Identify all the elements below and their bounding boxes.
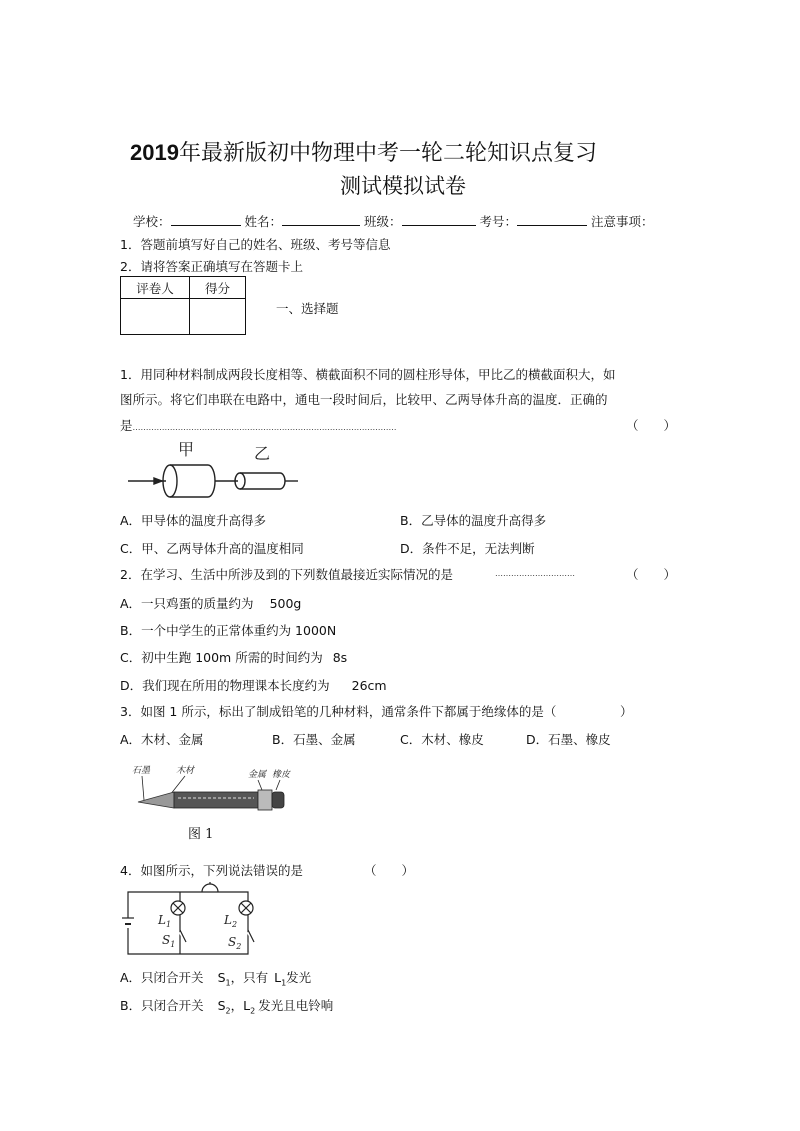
q4-option-b-sep: ， — [230, 998, 244, 1013]
q4-answer-paren[interactable]: （ ） — [364, 863, 415, 878]
notes-label: 注意事项： — [591, 214, 654, 229]
page-title — [130, 136, 597, 167]
q3-option-d[interactable]: D．石墨、橡皮 — [526, 732, 611, 747]
q3-label-graphite: 石墨 — [132, 766, 151, 776]
exam-no-label: 考号： — [479, 214, 518, 229]
q1-conductors-figure — [120, 437, 320, 507]
school-blank[interactable] — [171, 213, 241, 226]
q2-option-c-value: 8s — [332, 650, 348, 665]
score-table — [120, 276, 246, 335]
score-cell[interactable] — [190, 299, 246, 335]
q2-option-c[interactable] — [120, 648, 347, 666]
q3-label-wood: 木材 — [176, 766, 195, 776]
q1-option-b[interactable]: B．乙导体的温度升高得多 — [400, 513, 547, 528]
school-label: 学校： — [133, 214, 171, 229]
q2-option-a-value: 500g — [269, 596, 302, 611]
note-2: 2．请将答案正确填写在答题卡上 — [120, 259, 303, 274]
q2-option-d[interactable] — [120, 676, 387, 694]
q1-dots: ……………………………………………………………………………………… — [132, 423, 397, 432]
q4-option-b-lamp: $L_2$ — [243, 998, 256, 1016]
info-line — [133, 212, 654, 230]
q4-option-a-mid: ，只有 — [230, 970, 269, 985]
q3-paren-close: ） — [620, 704, 633, 719]
q4-option-a-end: 发光 — [286, 970, 312, 985]
q3-pencil-rubber — [272, 792, 284, 808]
q3-pencil-figure — [130, 762, 300, 822]
q3-pencil-metal — [258, 790, 272, 810]
q3-option-b[interactable]: B．石墨、金属 — [272, 732, 356, 747]
q2-option-d-text: D．我们现在所用的物理课本长度约为 — [120, 678, 330, 693]
q3-leader-graphite — [142, 776, 144, 800]
class-blank[interactable] — [402, 213, 476, 226]
q4-option-a-switch: $S_1$ — [217, 970, 231, 988]
q4-bell-icon — [202, 884, 218, 892]
q1-stem-line1: 1．用同种材料制成两段长度相等、横截面积不同的圆柱形导体，甲比乙的横截面积大，如 — [120, 367, 616, 382]
q1-label-yi: 乙 — [254, 444, 271, 463]
score-table-header-grader: 评卷人 — [121, 277, 190, 299]
q3-stem: 3．如图 1 所示，标出了制成铅笔的几种材料，通常条件下都属于绝缘体的是（ — [120, 704, 557, 719]
name-blank[interactable] — [282, 213, 360, 226]
q1-label-jia: 甲 — [178, 440, 195, 459]
q4-option-a[interactable] — [120, 968, 311, 988]
q1-option-d[interactable]: D．条件不足，无法判断 — [400, 541, 535, 556]
grader-cell[interactable] — [121, 299, 190, 335]
q4-option-b-text: B．只闭合开关 — [120, 998, 204, 1013]
q1-option-c[interactable]: C．甲、乙两导体升高的温度相同 — [120, 541, 304, 556]
q4-label-l2: $L_2$ — [224, 913, 238, 929]
score-table-header-score: 得分 — [190, 277, 246, 299]
title-year: 2019 — [130, 140, 179, 165]
q2-option-a[interactable] — [120, 594, 301, 612]
q2-option-b[interactable]: B．一个中学生的正常体重约为 1000N — [120, 623, 337, 638]
q4-label-l1: $L_1$ — [158, 913, 172, 929]
q3-pencil-body — [174, 792, 258, 808]
class-label: 班级： — [364, 214, 402, 229]
section-title: 一、选择题 — [276, 301, 339, 316]
q4-circuit-figure — [120, 880, 270, 960]
q4-option-a-lamp: $L_1$ — [274, 970, 287, 988]
q4-option-b-switch: $S_2$ — [217, 998, 231, 1016]
q2-option-d-value: 26cm — [351, 678, 387, 693]
q3-label-rubber: 橡皮 — [272, 770, 291, 780]
q1-arrow-icon — [154, 478, 162, 484]
q2-option-c-text: C．初中生跑 100m 所需的时间约为 — [120, 650, 323, 665]
q4-stem: 4．如图所示，下列说法错误的是 — [120, 863, 303, 878]
q4-label-s1: $S_1$ — [162, 933, 176, 949]
q1-option-a[interactable]: A．甲导体的温度升高得多 — [120, 513, 267, 528]
page-subtitle: 测试模拟试卷 — [340, 174, 466, 198]
q1-stem-line2: 图所示。将它们串联在电路中，通电一段时间后，比较甲、乙两导体升高的温度．正确的 — [120, 392, 608, 407]
q3-leader-metal — [258, 780, 262, 790]
q4-label-s2: $S_2$ — [228, 935, 242, 951]
q1-stem-start: 是 — [120, 418, 133, 433]
q4-option-a-text: A．只闭合开关 — [120, 970, 204, 985]
q3-label-metal: 金属 — [248, 770, 267, 780]
q4-option-b[interactable] — [120, 996, 333, 1016]
q2-option-a-text: A．一只鸡蛋的质量约为 — [120, 596, 254, 611]
q3-figure-caption: 图 1 — [188, 827, 214, 842]
exam-no-blank[interactable] — [517, 213, 587, 226]
title-text: 年最新版初中物理中考一轮二轮知识点复习 — [178, 141, 597, 166]
q1-cylinder-yi — [240, 473, 285, 489]
note-1: 1．答题前填写好自己的姓名、班级、考号等信息 — [120, 237, 391, 252]
name-label: 姓名： — [244, 214, 283, 229]
q2-dots: ………………………… — [495, 569, 575, 578]
q2-stem: 2．在学习、生活中所涉及到的下列数值最接近实际情况的是 — [120, 567, 453, 582]
q2-answer-paren[interactable]: （ ） — [626, 567, 677, 582]
q3-option-c[interactable]: C．木材、橡皮 — [400, 732, 484, 747]
q3-option-a[interactable]: A．木材、金属 — [120, 732, 204, 747]
q1-answer-paren[interactable]: （ ） — [626, 418, 677, 433]
q4-option-b-end: 发光且电铃响 — [258, 998, 334, 1013]
q3-leader-rubber — [276, 780, 280, 790]
q1-stem-line3 — [120, 416, 620, 434]
